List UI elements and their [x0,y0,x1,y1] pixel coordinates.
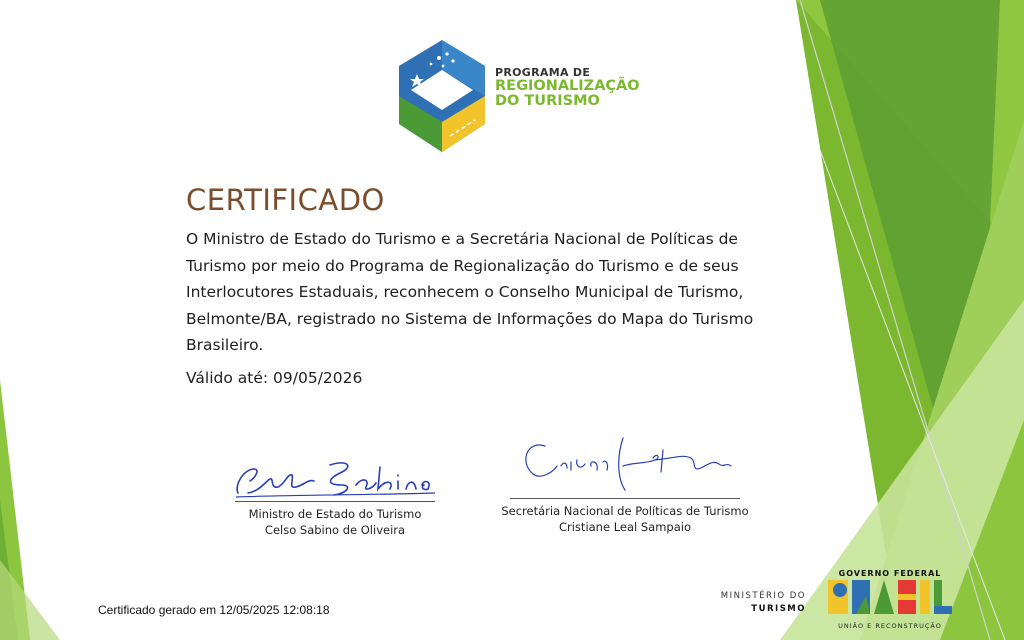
program-logo-emblem-icon [395,36,490,156]
logo-line-3: DO TURISMO [495,92,600,109]
signature-block-minister [230,455,440,538]
validity-date: Válido até: 09/05/2026 [186,369,363,387]
generated-timestamp: Certificado gerado em 12/05/2025 12:08:18 [98,603,330,617]
certificate-body: O Ministro de Estado do Turismo e a Secretária Nacional de Políticas de Turismo por meio do Programa de Regionalização do Turismo e de seus Interlocutores Estaduais, reconhecem o Conselho Municipal de Turismo, Belmonte/BA, registrado no Sistema de Informações do Mapa do Turismo Brasileiro. [186,230,754,354]
program-logo-text [495,67,640,109]
gov-bottom-text: UNIÃO E RECONSTRUÇÃO [838,622,942,630]
logo-line-2: REGIONALIZAÇÃO [495,77,640,94]
ministry-line-2: TURISMO [751,604,806,614]
ministry-line-1: MINISTÉRIO DO [720,591,806,601]
signature-name-minister: Celso Sabino de Oliveira [264,523,406,537]
signature-line-secretary [510,498,740,499]
government-logo [826,569,954,630]
signature-block-secretary [495,432,755,535]
signature-role-minister: Ministro de Estado do Turismo [248,507,422,521]
brasil-brand-logo [826,578,954,616]
signature-line-minister [235,501,435,502]
gov-top-text: GOVERNO FEDERAL [838,569,942,578]
ministry-logo [714,590,806,616]
left-panel-light [0,560,60,640]
handwritten-signature-minister [230,455,440,501]
signature-role-secretary: Secretária Nacional de Políticas de Turismo [501,504,749,518]
certificate-title: CERTIFICADO [186,183,385,217]
signature-name-secretary: Cristiane Leal Sampaio [558,520,692,534]
logo-line-1: PROGRAMA DE [495,66,591,79]
program-logo [395,36,645,156]
handwritten-signature-secretary [505,432,745,498]
